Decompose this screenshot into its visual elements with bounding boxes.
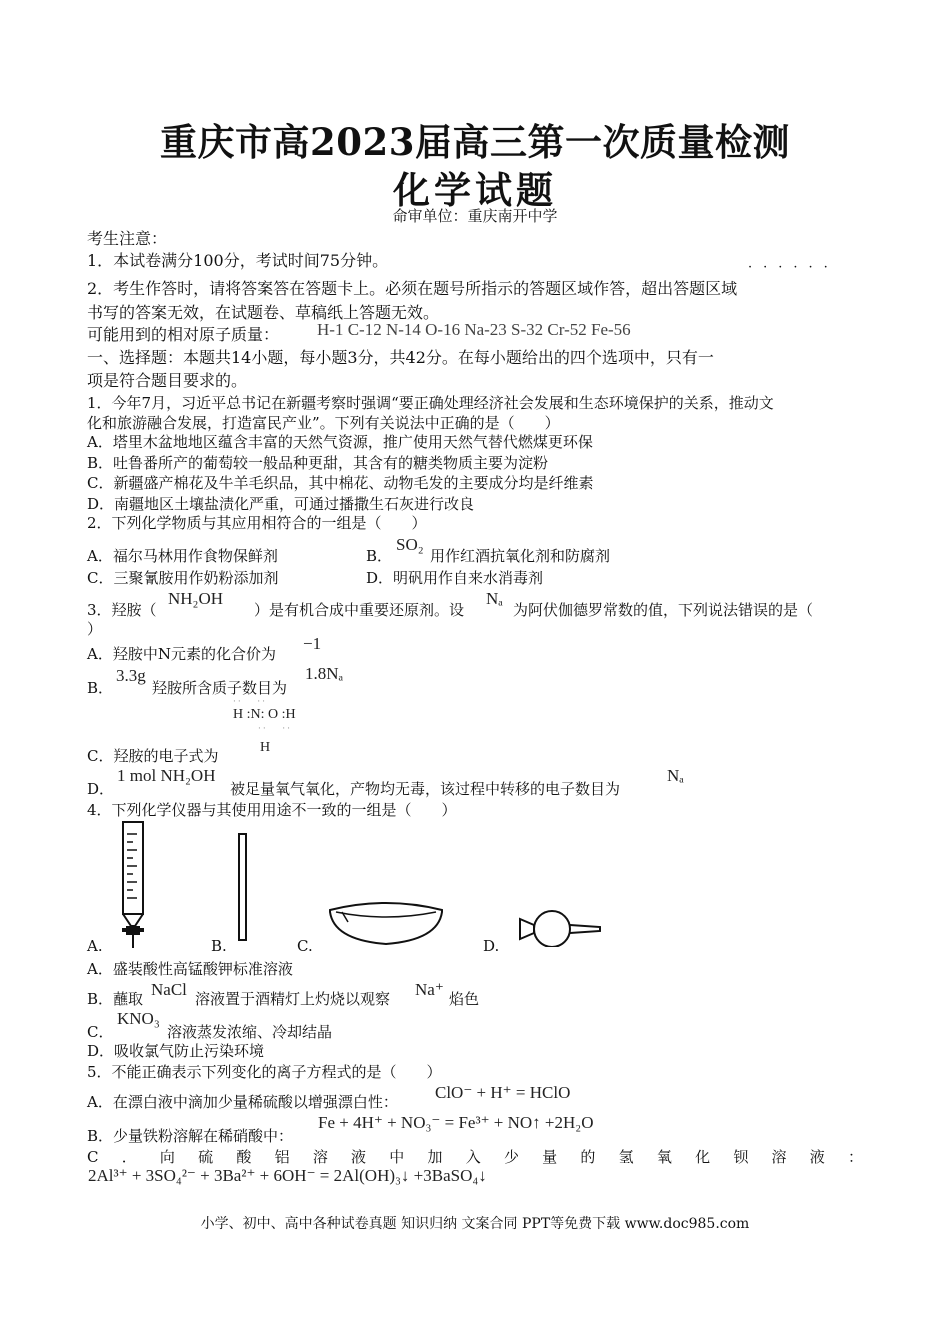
q4-option-d: D．吸收氯气防止污染环境 — [87, 1042, 265, 1060]
q5-option-a-text: A．在漂白液中滴加少量稀硫酸以增强漂白性： — [87, 1093, 398, 1111]
q1-option-d: D．南疆地区土壤盐渍化严重，可通过播撒生石灰进行改良 — [87, 495, 475, 513]
q3-option-d-label: D． — [87, 780, 115, 798]
q3-option-a-text: A．羟胺中N元素的化合价为 — [87, 645, 276, 663]
funnel-image — [514, 905, 604, 947]
q1-option-c: C．新疆盛产棉花及牛羊毛织品，其中棉花、动物毛发的主要成分均是纤维素 — [87, 474, 594, 492]
q3-option-b-value: 1.8Nₐ — [305, 664, 344, 683]
q4-image-label-d: D. — [483, 937, 500, 955]
q3-option-d-formula: 1 mol NH₂OH — [117, 766, 216, 785]
q3-option-c-text: C．羟胺的电子式为 — [87, 747, 219, 765]
q3-option-b-text: 羟胺所含质子数目为 — [152, 679, 288, 697]
lewis-dots-top: ·· ·· — [233, 697, 268, 707]
page-title: 重庆市高2023届高三第一次质量检测 — [160, 120, 790, 164]
notice-item-2a: 2．考生作答时，请将答案答在答题卡上。必须在题号所指示的答题区域作答，超出答题区域 — [87, 279, 738, 298]
q2-option-b-text: 用作红酒抗氧化剂和防腐剂 — [430, 547, 611, 565]
q4-image-label-b: B. — [211, 937, 227, 955]
q5-option-b-equation: Fe + 4H⁺ + NO₃⁻ = Fe³⁺ + NO↑ +2H₂O — [318, 1113, 594, 1132]
notice-item-1: 1．本试卷满分100分，考试时间75分钟。 — [87, 251, 389, 270]
q2-option-c: C．三聚氰胺用作奶粉添加剂 — [87, 569, 279, 587]
q4-image-label-a: A. — [87, 937, 103, 955]
q4-option-c-text: 溶液蒸发浓缩、冷却结晶 — [167, 1023, 333, 1041]
q5-option-a-equation: ClO⁻ + H⁺ = HClO — [435, 1083, 571, 1102]
lewis-structure-h: H — [260, 740, 271, 755]
q4-option-b-b: 溶液置于酒精灯上灼烧以观察 — [195, 990, 391, 1008]
q3-stem-d: ） — [87, 620, 103, 638]
q3-formula: NH₂OH — [168, 589, 224, 608]
q1-stem-1: 1．今年7月，习近平总书记在新疆考察时强调“要正确处理经济社会发展和生态环境保护的关系，推动文 — [87, 394, 774, 412]
section-1-line-2: 项是符合题目要求的。 — [87, 371, 248, 390]
q2-stem: 2．下列化学物质与其应用相符合的一组是（ ） — [87, 514, 427, 532]
notice-item-2b: 书写的答案无效，在试题卷、草稿纸上答题无效。 — [87, 303, 440, 322]
q4-option-a: A．盛装酸性高锰酸钾标准溶液 — [87, 960, 293, 978]
atomic-mass-values: H-1 C-12 N-14 O-16 Na-23 S-32 Cr-52 Fe-56 — [317, 320, 631, 339]
q4-option-c-label: C． — [87, 1023, 114, 1041]
q3-na: Nₐ — [486, 589, 503, 608]
emphasis-dots: ······ — [748, 260, 839, 275]
q5-option-c-equation: 2Al³⁺ + 3SO₄²⁻ + 3Ba²⁺ + 6OH⁻ = 2Al(OH)₃↓ +3BaSO₄↓ — [88, 1166, 487, 1185]
q3-stem-c: 为阿伏伽德罗常数的值，下列说法错误的是（ — [513, 601, 814, 619]
q5-option-c-text: C．向硫酸铝溶液中加入少量的氢氧化钡溶液： — [87, 1148, 863, 1166]
q4-option-b-a: B．蘸取 — [87, 990, 144, 1008]
notice-heading: 考生注意： — [87, 229, 168, 248]
page-footer: 小学、初中、高中各种试卷真题 知识归纳 文案合同 PPT等免费下载 www.doc985.com — [200, 1216, 750, 1232]
q4-option-b-nacl: NaCl — [151, 980, 187, 999]
q3-option-a-value: −1 — [303, 634, 322, 653]
q3-option-d-text: 被足量氧气氧化，产物均无毒，该过程中转移的电子数目为 — [230, 780, 621, 798]
section-1-line-1: 一、选择题：本题共14小题，每小题3分，共42分。在每小题给出的四个选项中，只有一 — [87, 348, 714, 367]
atomic-mass-label: 可能用到的相对原子质量： — [87, 325, 280, 344]
evaporating-dish-image — [326, 900, 446, 950]
q5-option-b-text: B．少量铁粉溶解在稀硝酸中： — [87, 1127, 294, 1145]
lewis-dots-bottom: ·· ·· — [258, 724, 293, 734]
q2-option-a: A．福尔马林用作食物保鲜剂 — [87, 547, 278, 565]
q5-stem: 5．不能正确表示下列变化的离子方程式的是（ ） — [87, 1063, 442, 1081]
q4-image-label-c: C. — [297, 937, 313, 955]
page-subtitle: 化学试题 — [393, 168, 557, 212]
q3-option-b-label: B． — [87, 679, 114, 697]
q2-option-b-label: B． — [366, 547, 393, 565]
q1-option-b: B．吐鲁番所产的葡萄较一般品种更甜，其含有的糖类物质主要为淀粉 — [87, 454, 549, 472]
q3-stem-b: ）是有机合成中重要还原剂。设 — [254, 601, 465, 619]
q3-option-b-mass: 3.3g — [116, 666, 146, 685]
q1-stem-2: 化和旅游融合发展，打造富民产业”。下列有关说法中正确的是（ ） — [87, 414, 560, 432]
lewis-structure-row: H :N: O :H — [233, 707, 296, 722]
q3-stem-a: 3．羟胺（ — [87, 601, 157, 619]
author-unit: 命审单位：重庆南开中学 — [392, 207, 558, 225]
q2-option-b-formula: SO₂ — [396, 535, 424, 554]
q4-stem: 4．下列化学仪器与其使用用途不一致的一组是（ ） — [87, 801, 457, 819]
glass-rod-image — [236, 832, 250, 944]
q3-option-d-value: Nₐ — [667, 766, 684, 785]
q4-option-b-c: 焰色 — [449, 990, 480, 1008]
burette-image — [115, 820, 155, 952]
q4-option-b-na: Na⁺ — [415, 980, 444, 999]
q2-option-d: D．明矾用作自来水消毒剂 — [366, 569, 544, 587]
q1-option-a: A．塔里木盆地地区蕴含丰富的天然气资源，推广使用天然气替代燃煤更环保 — [87, 433, 593, 451]
q4-option-c-kno3: KNO₃ — [117, 1009, 160, 1028]
